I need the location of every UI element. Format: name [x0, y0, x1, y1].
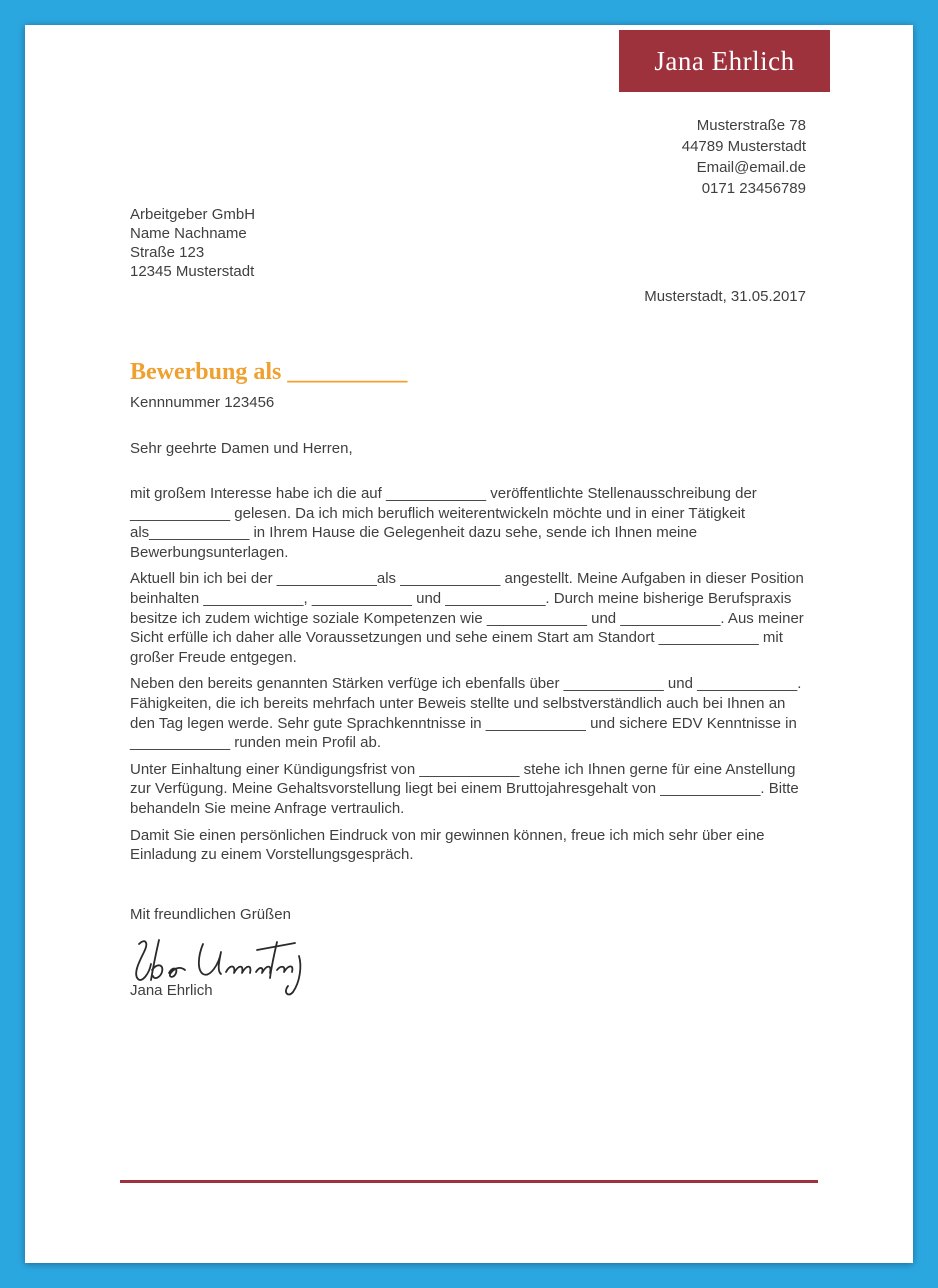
paragraph: Neben den bereits genannten Stärken verfüge ich ebenfalls über ____________ und ____________. Fähigkeiten, die ich bereits mehrfach unter Beweis stellte und selbstverständlich auch bei Ihnen an den Tag legen werde. Sehr gute Sprachkenntnisse in ____________ und sichere EDV Kenntnisse in ____________ runden mein Profil ab.	[130, 675, 802, 752]
sender-city: 44789 Musterstadt	[681, 138, 806, 155]
date-line: Musterstadt, 31.05.2017	[644, 288, 806, 305]
header-name: Jana Ehrlich	[654, 45, 795, 76]
recipient-contact: Name Nachname	[130, 225, 247, 242]
reference-number: Kennnummer 123456	[130, 394, 275, 411]
recipient-city: 12345 Musterstadt	[130, 263, 255, 280]
letter-body	[130, 484, 806, 872]
letter-page	[25, 25, 913, 1263]
paragraph: mit großem Interesse habe ich die auf ____________ veröffentlichte Stellenausschreibung der ____________ gelesen. Da ich mich beruflich weiterentwickeln möchte und in einer Tätigkeit als____________ in Ihrem Hause die Gelegenheit dazu sehe, sende ich Ihnen meine Bewerbungsunterlagen.	[130, 485, 757, 561]
header-name-box	[619, 30, 830, 92]
recipient-company: Arbeitgeber GmbH	[130, 206, 256, 223]
sender-phone: 0171 23456789	[701, 180, 806, 197]
closing-formula: Mit freundlichen Grüßen	[130, 906, 291, 923]
salutation: Sehr geehrte Damen und Herren,	[130, 440, 353, 457]
paragraph: Aktuell bin ich bei der ____________als ____________ angestellt. Meine Aufgaben in dieser Position beinhalten ____________, ____________ und ____________. Durch meine bisherige Berufspraxis besitze ich zudem wichtige soziale Kompetenzen wie ____________ und ____________. Aus meiner Sicht erfülle ich daher alle Voraussetzungen und sehe einem Start am Standort ____________ mit großer Freude entgegen.	[130, 570, 804, 666]
paragraph: Damit Sie einen persönlichen Eindruck von mir gewinnen können, freue ich mich sehr über eine Einladung zu einem Vorstellungsgespräch.	[130, 826, 765, 864]
subject-title	[130, 359, 407, 386]
signer-name: Jana Ehrlich	[130, 982, 213, 999]
sender-street: Musterstraße 78	[696, 117, 806, 134]
subject-title-text: Bewerbung als	[130, 359, 282, 385]
footer-divider	[120, 1180, 818, 1183]
sender-address-block	[682, 115, 806, 199]
subject-title-blank: __________	[287, 359, 408, 385]
recipient-street: Straße 123	[130, 244, 205, 261]
recipient-address-block	[130, 205, 255, 281]
paragraph: Unter Einhaltung einer Kündigungsfrist von ____________ stehe ich Ihnen gerne für eine Anstellung zur Verfügung. Meine Gehaltsvorstellung liegt bei einem Bruttojahresgehalt von ____________. Bitte behandeln Sie meine Anfrage vertraulich.	[130, 760, 799, 817]
sender-email: Email@email.de	[696, 159, 806, 176]
